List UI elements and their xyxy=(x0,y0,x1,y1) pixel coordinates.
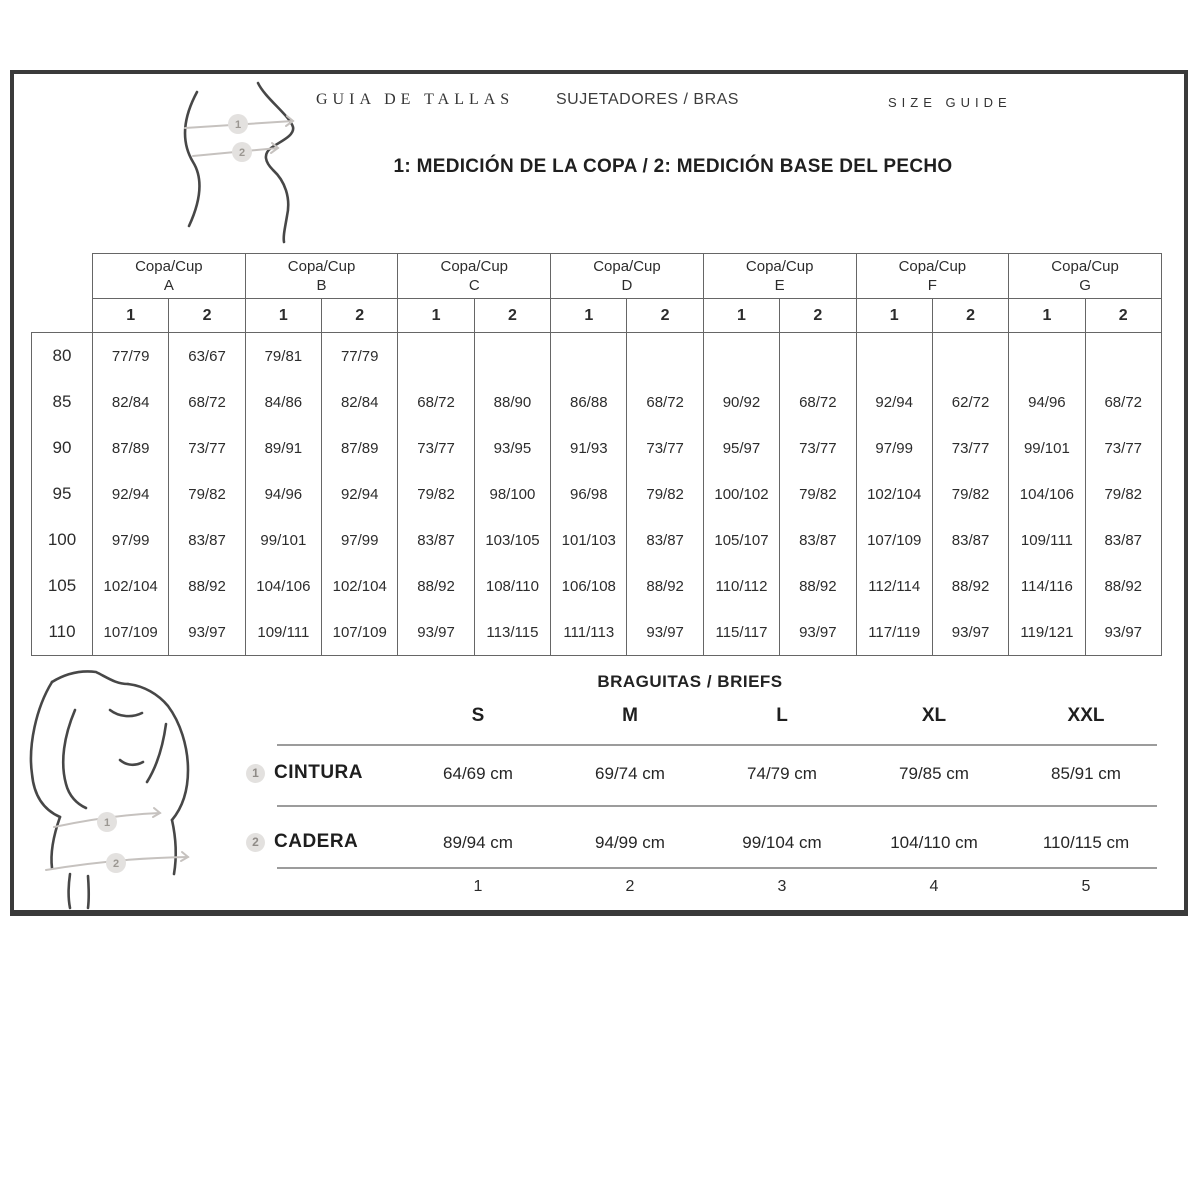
size-cell: 88/92 xyxy=(1085,563,1161,609)
band-row-90 xyxy=(32,425,1162,471)
cup-column-header-C: Copa/Cup C xyxy=(398,254,551,299)
waist-values-row xyxy=(402,764,1162,784)
band-row-80 xyxy=(32,333,1162,380)
size-cell: 112/114 xyxy=(856,563,932,609)
size-cell: 73/77 xyxy=(932,425,1008,471)
hip-row-label xyxy=(246,831,358,853)
briefs-size-label: L xyxy=(776,705,788,726)
size-cell: 99/101 xyxy=(1009,425,1085,471)
band-row-95 xyxy=(32,471,1162,517)
hip-marker-badge: 2 xyxy=(246,833,265,852)
size-cell: 73/77 xyxy=(780,425,856,471)
guide-title: GUIA DE TALLAS xyxy=(316,91,515,108)
hip-measurement-illustration xyxy=(20,662,245,912)
size-cell: 79/82 xyxy=(169,471,245,517)
bra-size-table xyxy=(31,253,1162,656)
size-cell: 68/72 xyxy=(398,379,474,425)
measurement-subheader-D-1: 1 xyxy=(551,299,627,333)
size-cell: 93/95 xyxy=(474,425,550,471)
hip-label: CADERA xyxy=(274,831,359,852)
numeric-size-label: 3 xyxy=(777,878,787,895)
waist-measurement-value: 79/85 cm xyxy=(899,764,969,783)
size-cell: 88/90 xyxy=(474,379,550,425)
measurement-subheader-A-2: 2 xyxy=(169,299,245,333)
numeric-size-label: 4 xyxy=(929,878,939,895)
size-cell xyxy=(703,333,779,380)
waist-measurement-value: 64/69 cm xyxy=(443,764,513,783)
size-cell: 79/81 xyxy=(245,333,321,380)
size-cell: 94/96 xyxy=(1009,379,1085,425)
size-cell: 93/97 xyxy=(780,609,856,656)
briefs-size-label: XXL xyxy=(1067,705,1105,726)
size-cell: 107/109 xyxy=(93,609,169,656)
size-cell: 86/88 xyxy=(551,379,627,425)
briefs-size-label: M xyxy=(622,705,638,726)
divider-line xyxy=(277,805,1157,807)
size-cell: 115/117 xyxy=(703,609,779,656)
size-cell xyxy=(1085,333,1161,380)
size-cell: 79/82 xyxy=(398,471,474,517)
size-cell xyxy=(856,333,932,380)
size-cell: 87/89 xyxy=(93,425,169,471)
waist-label: CINTURA xyxy=(274,762,363,783)
measurement-subheader-F-2: 2 xyxy=(932,299,1008,333)
size-cell xyxy=(627,333,703,380)
cup-column-header-G: Copa/Cup G xyxy=(1009,254,1162,299)
size-cell: 93/97 xyxy=(627,609,703,656)
measurement-subheader-E-2: 2 xyxy=(780,299,856,333)
hip-values-row xyxy=(402,833,1162,853)
hip-measurement-value: 94/99 cm xyxy=(595,833,665,852)
measurement-subheader-B-1: 1 xyxy=(245,299,321,333)
size-cell: 108/110 xyxy=(474,563,550,609)
measurement-subheader-B-2: 2 xyxy=(322,299,398,333)
hip-marker-1: 1 xyxy=(103,817,111,829)
size-cell: 79/82 xyxy=(780,471,856,517)
size-cell: 113/115 xyxy=(474,609,550,656)
waist-row-label xyxy=(246,762,363,784)
band-size-label: 95 xyxy=(32,471,93,517)
size-cell: 92/94 xyxy=(322,471,398,517)
size-cell: 104/106 xyxy=(245,563,321,609)
briefs-size-header xyxy=(402,705,1162,727)
band-row-110 xyxy=(32,609,1162,656)
size-cell: 91/93 xyxy=(551,425,627,471)
hip-measurement-value: 99/104 cm xyxy=(742,833,822,852)
hip-measurement-value: 104/110 cm xyxy=(890,833,978,852)
briefs-size-label: XL xyxy=(921,705,947,726)
band-size-label: 80 xyxy=(32,333,93,380)
size-cell: 102/104 xyxy=(93,563,169,609)
numeric-size-label: 1 xyxy=(473,878,483,895)
size-cell: 82/84 xyxy=(322,379,398,425)
measurement-subheader-G-1: 1 xyxy=(1009,299,1085,333)
size-cell: 106/108 xyxy=(551,563,627,609)
band-size-label: 100 xyxy=(32,517,93,563)
size-cell xyxy=(551,333,627,380)
size-cell: 79/82 xyxy=(932,471,1008,517)
waist-marker-badge: 1 xyxy=(246,764,265,783)
size-cell: 73/77 xyxy=(1085,425,1161,471)
category-title: SUJETADORES / BRAS xyxy=(556,91,739,108)
size-cell: 94/96 xyxy=(245,471,321,517)
cup-column-header-B: Copa/Cup B xyxy=(245,254,398,299)
size-cell: 88/92 xyxy=(932,563,1008,609)
size-cell: 83/87 xyxy=(169,517,245,563)
hip-measurement-value: 89/94 cm xyxy=(443,833,513,852)
size-cell: 119/121 xyxy=(1009,609,1085,656)
cup-column-header-E: Copa/Cup E xyxy=(703,254,856,299)
size-cell: 88/92 xyxy=(169,563,245,609)
size-cell: 73/77 xyxy=(398,425,474,471)
size-cell: 103/105 xyxy=(474,517,550,563)
size-cell xyxy=(474,333,550,380)
size-cell: 105/107 xyxy=(703,517,779,563)
size-cell: 117/119 xyxy=(856,609,932,656)
size-cell: 98/100 xyxy=(474,471,550,517)
bust-marker-1: 1 xyxy=(234,119,242,131)
waist-measurement-value: 74/79 cm xyxy=(747,764,817,783)
bust-marker-2: 2 xyxy=(238,147,246,159)
size-cell: 83/87 xyxy=(780,517,856,563)
measurement-subheader-C-2: 2 xyxy=(474,299,550,333)
size-cell: 99/101 xyxy=(245,517,321,563)
size-cell: 96/98 xyxy=(551,471,627,517)
size-cell: 95/97 xyxy=(703,425,779,471)
size-cell: 84/86 xyxy=(245,379,321,425)
size-cell xyxy=(398,333,474,380)
size-cell: 83/87 xyxy=(398,517,474,563)
size-cell: 92/94 xyxy=(93,471,169,517)
size-cell: 83/87 xyxy=(1085,517,1161,563)
measurement-subheader-D-2: 2 xyxy=(627,299,703,333)
size-cell: 102/104 xyxy=(856,471,932,517)
size-cell: 89/91 xyxy=(245,425,321,471)
measurement-subheader-E-1: 1 xyxy=(703,299,779,333)
cup-column-header-A: Copa/Cup A xyxy=(93,254,246,299)
size-cell: 87/89 xyxy=(322,425,398,471)
size-cell: 104/106 xyxy=(1009,471,1085,517)
size-cell: 88/92 xyxy=(780,563,856,609)
briefs-size-label: S xyxy=(471,705,485,726)
size-cell: 83/87 xyxy=(932,517,1008,563)
size-cell: 79/82 xyxy=(627,471,703,517)
size-cell: 109/111 xyxy=(1009,517,1085,563)
band-row-100 xyxy=(32,517,1162,563)
measurement-subheader-G-2: 2 xyxy=(1085,299,1161,333)
size-cell: 68/72 xyxy=(169,379,245,425)
size-cell: 93/97 xyxy=(1085,609,1161,656)
size-cell: 88/92 xyxy=(398,563,474,609)
size-cell: 97/99 xyxy=(93,517,169,563)
numeric-size-label: 5 xyxy=(1081,878,1091,895)
band-row-85 xyxy=(32,379,1162,425)
cup-column-header-F: Copa/Cup F xyxy=(856,254,1009,299)
hip-marker-2: 2 xyxy=(112,858,120,870)
size-cell: 90/92 xyxy=(703,379,779,425)
size-cell: 68/72 xyxy=(627,379,703,425)
divider-line xyxy=(277,744,1157,746)
size-cell: 77/79 xyxy=(322,333,398,380)
size-cell: 77/79 xyxy=(93,333,169,380)
size-cell: 68/72 xyxy=(1085,379,1161,425)
size-cell: 63/67 xyxy=(169,333,245,380)
numeric-size-label: 2 xyxy=(625,878,635,895)
size-cell: 93/97 xyxy=(932,609,1008,656)
size-cell: 73/77 xyxy=(627,425,703,471)
measurement-subheader-A-1: 1 xyxy=(93,299,169,333)
size-cell: 68/72 xyxy=(780,379,856,425)
table-corner-blank xyxy=(32,254,93,333)
measurement-subheader-F-1: 1 xyxy=(856,299,932,333)
size-cell: 62/72 xyxy=(932,379,1008,425)
size-cell: 93/97 xyxy=(398,609,474,656)
measurement-instructions: 1: MEDICIÓN DE LA COPA / 2: MEDICIÓN BASE DEL PECHO xyxy=(393,156,953,177)
size-cell: 73/77 xyxy=(169,425,245,471)
size-guide-label: SIZE GUIDE xyxy=(888,95,1012,110)
cup-column-header-D: Copa/Cup D xyxy=(551,254,704,299)
size-cell: 83/87 xyxy=(627,517,703,563)
divider-line xyxy=(277,867,1157,869)
size-cell xyxy=(780,333,856,380)
size-cell: 88/92 xyxy=(627,563,703,609)
band-size-label: 85 xyxy=(32,379,93,425)
size-cell: 97/99 xyxy=(322,517,398,563)
size-cell: 82/84 xyxy=(93,379,169,425)
size-cell: 111/113 xyxy=(551,609,627,656)
size-cell: 110/112 xyxy=(703,563,779,609)
size-cell: 107/109 xyxy=(322,609,398,656)
size-cell xyxy=(1009,333,1085,380)
size-cell xyxy=(932,333,1008,380)
size-cell: 101/103 xyxy=(551,517,627,563)
size-cell: 107/109 xyxy=(856,517,932,563)
waist-measurement-value: 69/74 cm xyxy=(595,764,665,783)
size-cell: 100/102 xyxy=(703,471,779,517)
band-row-105 xyxy=(32,563,1162,609)
size-cell: 97/99 xyxy=(856,425,932,471)
size-cell: 102/104 xyxy=(322,563,398,609)
size-cell: 92/94 xyxy=(856,379,932,425)
size-cell: 93/97 xyxy=(169,609,245,656)
hip-measurement-value: 110/115 cm xyxy=(1042,833,1130,852)
size-cell: 79/82 xyxy=(1085,471,1161,517)
briefs-title: BRAGUITAS / BRIEFS xyxy=(597,672,783,691)
briefs-numeric-size-row xyxy=(402,878,1162,896)
waist-measurement-value: 85/91 cm xyxy=(1051,764,1121,783)
band-size-label: 90 xyxy=(32,425,93,471)
band-size-label: 105 xyxy=(32,563,93,609)
size-cell: 109/111 xyxy=(245,609,321,656)
band-size-label: 110 xyxy=(32,609,93,656)
size-cell: 114/116 xyxy=(1009,563,1085,609)
measurement-subheader-C-1: 1 xyxy=(398,299,474,333)
